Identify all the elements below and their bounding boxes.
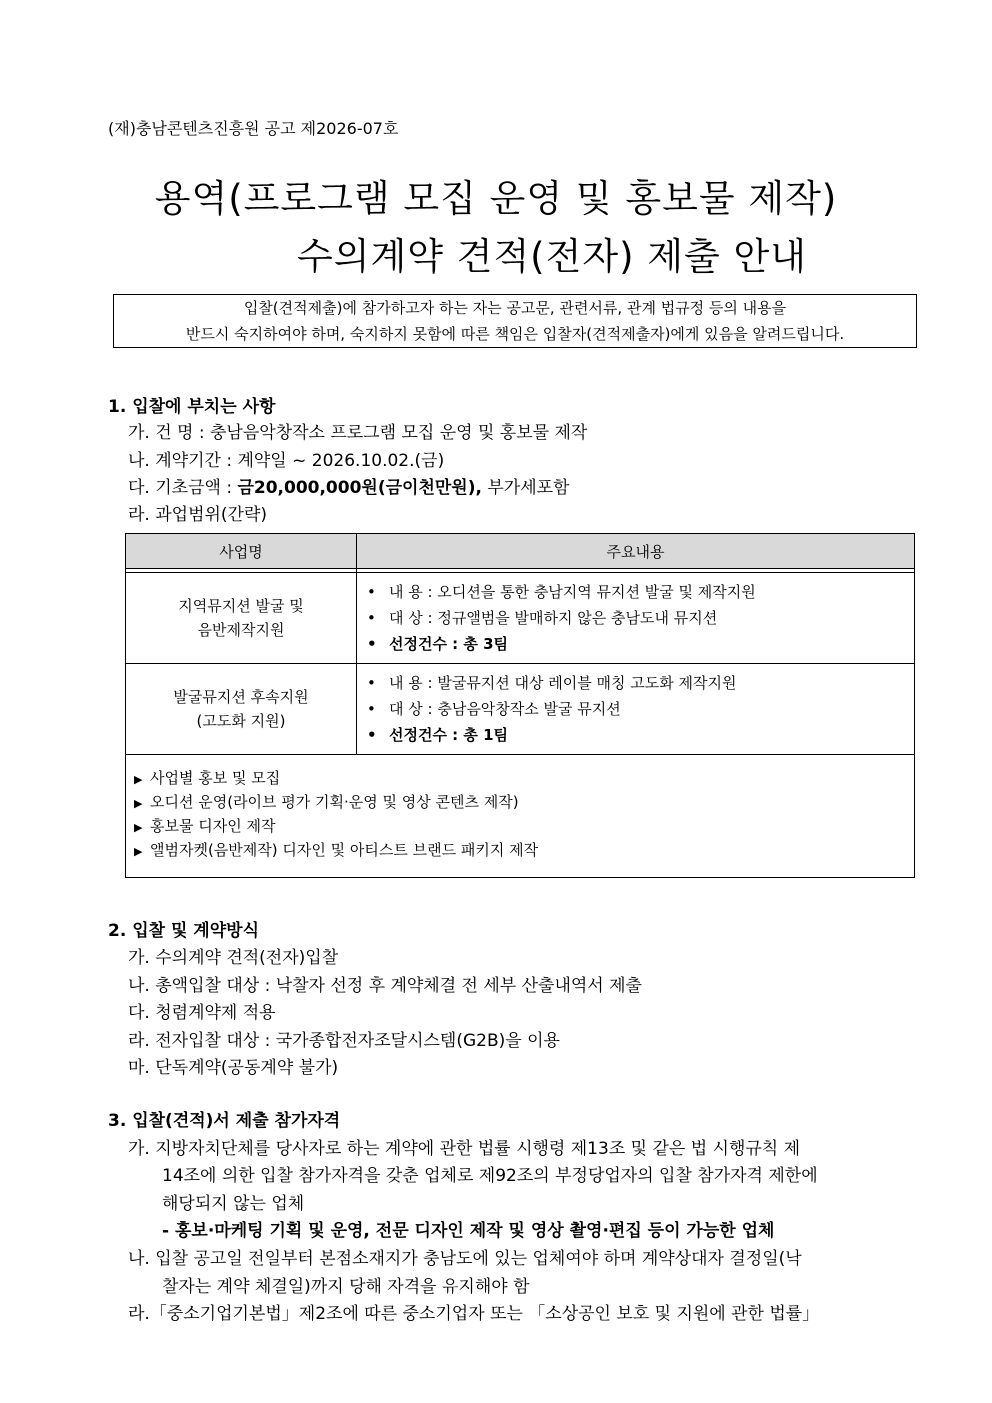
table-header-project: 사업명 bbox=[126, 534, 357, 569]
section1-item-amount bbox=[128, 473, 569, 498]
bullet-icon: • bbox=[367, 726, 377, 744]
project-name-line: (고도화 지원) bbox=[196, 712, 286, 730]
project-name-line: 지역뮤지션 발굴 및 bbox=[178, 597, 304, 615]
table-row bbox=[126, 664, 915, 755]
project-content-cell bbox=[357, 664, 915, 755]
table-header-content: 주요내용 bbox=[357, 534, 915, 569]
warning-line-1: 입찰(견적제출)에 참가하고자 하는 자는 공고문, 관련서류, 관계 법규정 등의 내용을 bbox=[243, 299, 787, 317]
project-name-line: 음반제작지원 bbox=[197, 621, 285, 639]
section3-item-a-emphasis: - 홍보·마케팅 기획 및 운영, 전문 디자인 제작 및 영상 촬영·편집 등이 가능한 업체 bbox=[162, 1221, 775, 1241]
section2-item: 나. 총액입찰 대상 : 낙찰자 선정 후 계약체결 전 세부 산출내역서 제출 bbox=[128, 976, 642, 996]
bullet-icon: • bbox=[367, 635, 377, 653]
section1-item-period: 나. 계약기간 : 계약일 ~ 2026.10.02.(금) bbox=[128, 451, 445, 471]
summary-item: 사업별 홍보 및 모집 bbox=[150, 769, 281, 787]
project-name-line: 발굴뮤지션 후속지원 bbox=[173, 688, 309, 706]
section2-item: 가. 수의계약 견적(전자)입찰 bbox=[128, 948, 339, 968]
triangle-right-icon: ▶ bbox=[134, 845, 143, 858]
triangle-right-icon: ▶ bbox=[134, 797, 143, 810]
bullet-icon: • bbox=[367, 583, 376, 601]
section2-heading: 2. 입찰 및 계약방식 bbox=[108, 921, 259, 941]
triangle-right-icon: ▶ bbox=[134, 773, 143, 786]
triangle-right-icon: ▶ bbox=[134, 821, 143, 834]
summary-item: 오디션 운영(라이브 평가 기획·운영 및 영상 콘텐츠 제작) bbox=[150, 793, 519, 811]
bullet-icon: • bbox=[367, 674, 376, 692]
summary-item: 홍보물 디자인 제작 bbox=[150, 817, 276, 835]
notice-warning-box bbox=[113, 294, 917, 348]
summary-row bbox=[126, 755, 915, 878]
section1-item-scope: 라. 과업범위(간략) bbox=[128, 505, 268, 525]
project-name-cell bbox=[126, 573, 357, 664]
section3-item-a-line: 해당되지 않는 업체 bbox=[162, 1194, 305, 1214]
project-name-cell bbox=[126, 664, 357, 755]
bullet-icon: • bbox=[367, 700, 376, 718]
section1-item-name: 가. 건 명 : 충남음악창작소 프로그램 모집 운영 및 홍보물 제작 bbox=[128, 423, 588, 443]
section2-item: 마. 단독계약(공동계약 불가) bbox=[128, 1058, 339, 1078]
bullet-icon: • bbox=[367, 609, 376, 627]
section2-item: 라. 전자입찰 대상 : 국가종합전자조달시스템(G2B)을 이용 bbox=[128, 1031, 560, 1051]
target-text: 대 상 : 충남음악창작소 발굴 뮤지션 bbox=[389, 700, 621, 718]
count-text: 선정건수 : 총 3팀 bbox=[389, 635, 509, 653]
section1-heading: 1. 입찰에 부치는 사항 bbox=[108, 397, 276, 417]
section3-item-b-line: 찰자는 계약 체결일)까지 당해 자격을 유지해야 함 bbox=[162, 1277, 530, 1297]
section3-item-a-line: 14조에 의한 입찰 참가자격을 갖춘 업체로 제92조의 부정당업자의 입찰 참가자격 제한에 bbox=[162, 1166, 818, 1186]
warning-line-2: 반드시 숙지하여야 하며, 숙지하지 못함에 따른 책임은 입찰자(견적제출자)에게 있음을 알려드립니다. bbox=[185, 325, 845, 343]
project-content-cell bbox=[357, 573, 915, 664]
content-text: 내 용 : 오디션을 통한 충남지역 뮤지션 발굴 및 제작지원 bbox=[389, 583, 756, 601]
title-line-1: 용역(프로그램 모집 운영 및 홍보물 제작) bbox=[154, 177, 838, 220]
amount-value: 금20,000,000원(금이천만원), bbox=[237, 478, 482, 498]
notice-number: (재)충남콘텐츠진흥원 공고 제2026-07호 bbox=[108, 119, 399, 138]
scope-table bbox=[125, 533, 915, 878]
target-text: 대 상 : 정규앨범을 발매하지 않은 충남도내 뮤지션 bbox=[389, 609, 718, 627]
content-text: 내 용 : 발굴뮤지션 대상 레이블 매칭 고도화 제작지원 bbox=[389, 674, 737, 692]
section3-item-b-line: 나. 입찰 공고일 전일부터 본점소재지가 충남도에 있는 업체여야 하며 계약상대자 결정일(낙 bbox=[128, 1249, 802, 1269]
title-line-2: 수의계약 견적(전자) 제출 안내 bbox=[296, 235, 808, 278]
summary-item: 앨범자켓(음반제작) 디자인 및 아티스트 브랜드 패키지 제작 bbox=[150, 841, 539, 859]
count-text: 선정건수 : 총 1팀 bbox=[389, 726, 509, 744]
amount-suffix: 부가세포함 bbox=[481, 478, 570, 498]
section2-item: 다. 청렴계약제 적용 bbox=[128, 1003, 276, 1023]
section3-heading: 3. 입찰(견적)서 제출 참가자격 bbox=[108, 1111, 341, 1131]
summary-cell bbox=[126, 755, 915, 878]
amount-prefix: 다. 기초금액 : bbox=[128, 478, 238, 498]
table-row bbox=[126, 573, 915, 664]
section3-item-a-line: 가. 지방자치단체를 당사자로 하는 계약에 관한 법률 시행령 제13조 및 같은 법 시행규칙 제 bbox=[128, 1139, 801, 1159]
section3-item-c-line: 라.「중소기업기본법」제2조에 따른 중소기업자 또는 「소상공인 보호 및 지원에 관한 법률」 bbox=[128, 1304, 820, 1324]
